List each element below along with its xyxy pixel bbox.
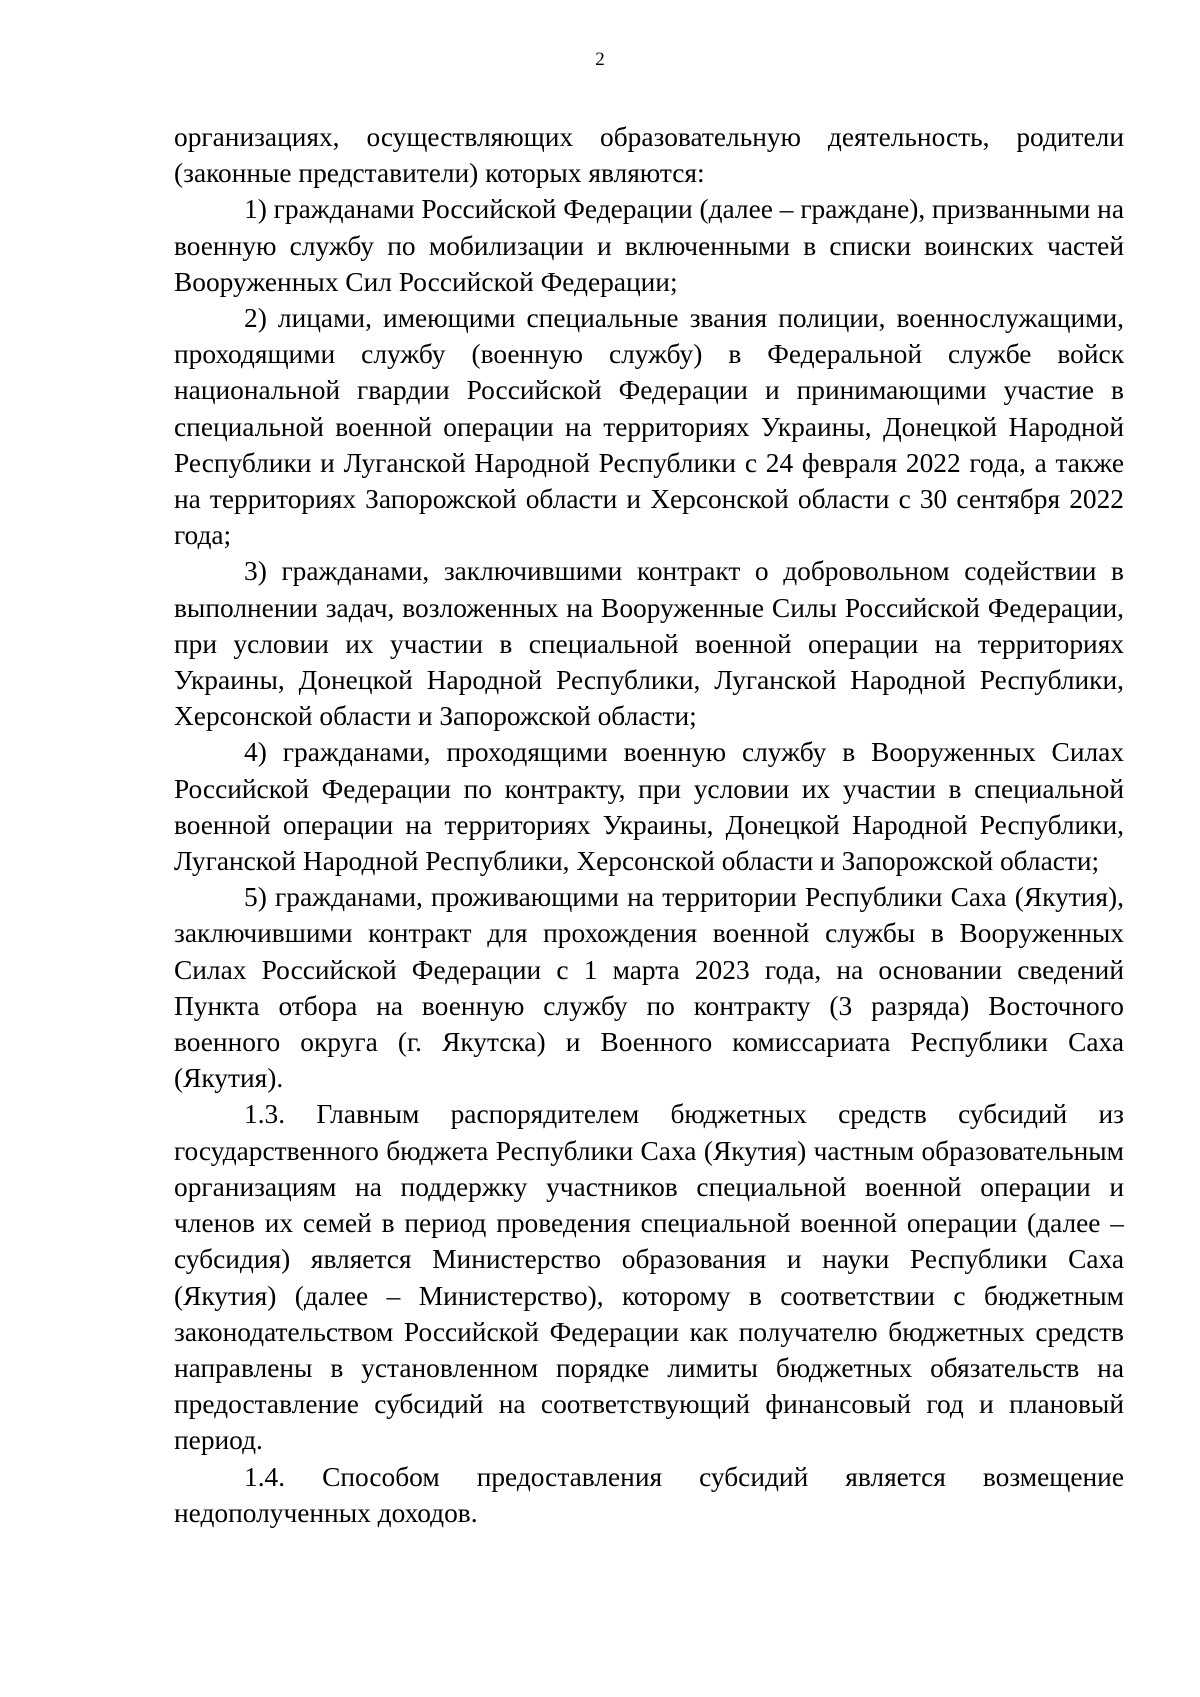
paragraph-section-1-3: 1.3. Главным распорядителем бюджетных средств субсидий из государственного бюджета Республики Саха (Якутия) частным образовательным организациям на поддержку участников специальной военной операции и членов их семей в период проведения специальной военной операции (далее – субсидия) является Министерство образования и науки Республики Саха (Якутия) (далее – Министерство), которому в соответствии с бюджетным законодательством Российской Федерации как получателю бюджетных средств направлены в установленном порядке лимиты бюджетных обязательств на предоставление субсидий на соответствующий финансовый год и плановый период. <box>174 1099 1124 1456</box>
paragraph-item-4: 4) гражданами, проходящими военную службу в Вооруженных Силах Российской Федерации по контракту, при условии их участии в специальной военной операции на территориях Украины, Донецкой Народной Республики, Луганской Народной Республики, Херсонской области и Запорожской области; <box>174 737 1124 877</box>
paragraph-item-1: 1) гражданами Российской Федерации (далее – граждане), призванными на военную службу по мобилизации и включенными в списки воинских частей Вооруженных Сил Российской Федерации; <box>174 194 1124 297</box>
paragraph-item-3: 3) гражданами, заключившими контракт о добровольном содействии в выполнении задач, возложенных на Вооруженные Силы Российской Федерации, при условии их участии в специальной военной операции на территориях Украины, Донецкой Народной Республики, Луганской Народной Республики, Херсонской области и Запорожской области; <box>174 556 1124 732</box>
page-number: 2 <box>595 49 605 70</box>
paragraph-item-5: 5) гражданами, проживающими на территории Республики Саха (Якутия), заключившими контракт для прохождения военной службы в Вооруженных Силах Российской Федерации с 1 марта 2023 года, на основании сведений Пункта отбора на военную службу по контракту (3 разряда) Восточного военного округа (г. Якутска) и Военного комиссариата Республики Саха (Якутия). <box>174 882 1124 1094</box>
paragraph-section-1-4: 1.4. Способом предоставления субсидий является возмещение недополученных доходов. <box>174 1461 1124 1528</box>
document-body <box>174 119 1124 1531</box>
paragraph-continuation: организациях, осуществляющих образовательную деятельность, родители (законные представители) которых являются: <box>174 122 1124 189</box>
paragraph-item-2: 2) лицами, имеющими специальные звания полиции, военнослужащими, проходящими службу (военную службу) в Федеральной службе войск национальной гвардии Российской Федерации и принимающими участие в специальной военной операции на территориях Украины, Донецкой Народной Республики и Луганской Народной Республики с 24 февраля 2022 года, а также на территориях Запорожской области и Херсонской области с 30 сентября 2022 года; <box>174 303 1124 551</box>
